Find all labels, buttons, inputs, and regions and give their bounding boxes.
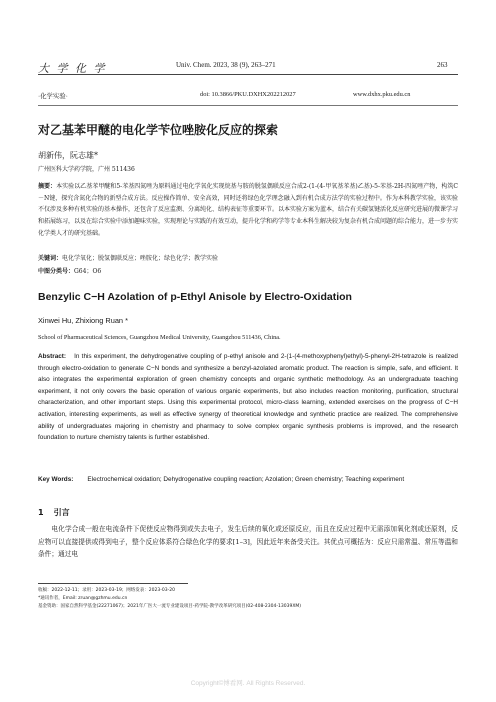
section-title: 引言 [53, 508, 70, 517]
affiliation-chinese: 广州医科大学药学院，广州 511436 [38, 166, 135, 173]
header-divider [38, 74, 458, 75]
section-heading [38, 507, 80, 518]
authors-english: Xinwei Hu, Zhixiong Ruan * [38, 316, 128, 325]
introduction-paragraph: 电化学合成一般在电流条件下促使反应物得到或失去电子，发生后续的氧化或还原反应，而且在反应过程中无需添加氧化剂或还原剂，反应物可以直接提供或得到电子，整个反应体系符合绿色化学的要求[1–3]，因此近年来备受关注。其优点可概括为：反应只需常温、常压等温和条件；通过电 [38, 525, 458, 558]
affiliation-english: School of Pharmaceutical Sciences, Guangzhou Medical University, Guangzhou 511436, China. [38, 334, 281, 341]
journal-website[interactable]: www.dxhx.pku.edu.cn [353, 91, 411, 98]
doi[interactable]: doi: 10.3866/PKU.DXHX202212027 [200, 91, 296, 98]
keywords-english [38, 475, 417, 486]
classification-label: 中图分类号： [38, 268, 75, 275]
keywords-chinese-label: 关键词： [38, 255, 63, 262]
page-number: 263 [437, 61, 448, 69]
footnote-funding: 基金资助：国家自然科学基金(22271067)；2021年广医大一流专业建设项目-药学院-教学改革研究项目(02-408-2304-13039XM) [38, 604, 302, 609]
keywords-chinese-text: 电化学氧化；脱氢偶联反应；唑胺化；绿色化学；教学实验 [62, 255, 219, 262]
abstract-chinese-label: 摘要： [38, 183, 57, 190]
footnote-received: 收稿：2022-12-11；录用：2023-03-19；网络发表：2023-03-20 [38, 588, 175, 593]
keywords-english-text: Electrochemical oxidation; Dehydrogenative coupling reaction; Azolation; Green chemistry; Teaching experiment [87, 476, 405, 483]
keywords-chinese [38, 253, 218, 262]
classification-text: G64；O6 [74, 268, 102, 275]
keywords-english-label: Key Words: [38, 476, 74, 483]
abstract-english [38, 351, 458, 444]
abstract-english-label: Abstract: [38, 353, 67, 360]
column-label: ·化学实验· [38, 93, 68, 100]
title-english: Benzylic C−H Azolation of p-Ethyl Anisole by Electro-Oxidation [38, 291, 352, 303]
footnote-divider [38, 583, 188, 584]
copyright-watermark: Copyright©博看网. All Rights Reserved. [190, 680, 306, 687]
authors-chinese: 胡新伟，阮志雄* [38, 151, 98, 160]
footnote-corresponding-author: *通讯作者，Email: zruan@gzhmu.edu.cn [38, 596, 128, 601]
abstract-english-text: In this experiment, the dehydrogenative coupling of p-ethyl anisole and 2-(1-(4-methoxyphenyl)ethyl)-5-phenyl-2H-tetrazole is realized through electro-oxidation to generate C−N bonds and synthesize a benzyl-azolated aromatic product. The reaction is simple, safe, and efficient. It also integrates the experimental exploration of green chemistry concepts and organic synthetic methodology. As an undergraduate teaching experiment, it not only covers the basic operation of various organic experiments, but also includes reaction monitoring, purification, structural characterization, and other important steps. Using this experimental protocol, micro-class learning, extended exercises on the progress of C−H activation, interesting experiments, as well as effective synergy of theoretical knowledge and synthetic practice are realized. The comprehensive ability of undergraduates majoring in chemistry and pharmacy to solve complex organic synthesis problems is improved, and the research foundation to nurture chemistry talents is further established. [38, 353, 458, 442]
abstract-chinese-text: 本实验以乙基苯甲醚和5-苯基四氮唑为原料通过电化学氧化实现烷基与胺的脱氢偶联反应合成2-(1-(4-甲氧基苯基)乙基)-5-苯基-2H-四氮唑产物，构筑C－N键，探究含氮化合物的新型合成方法。反应操作简单、安全高效，同时还将绿色化学理念融入到有机合成方法学的实验过程中。作为本科教学实验，该实验不仅涉及多种有机实验的基本操作，还包含了反应监测、分离纯化、结构表征等重要环节。以本实验方案为蓝本，结合有关碳氢键活化反应研究进展的微课学习和拓展练习，以及在综合实验中添加趣味实验，实现理论与实践的有效互动，提升化学和药学等专业本科生解决较为复杂有机合成问题的综合能力，进一步夯实化学类人才的研究基础。 [38, 183, 459, 237]
classification-chinese [38, 266, 101, 275]
journal-logo: 大 学 化 学 [38, 62, 107, 75]
meta-divider [38, 105, 458, 106]
journal-citation: Univ. Chem. 2023, 38 (9), 263–271 [176, 61, 276, 69]
title-chinese: 对乙基苯甲醚的电化学苄位唑胺化反应的探索 [38, 123, 279, 137]
abstract-chinese [38, 181, 458, 240]
section-number: 1 [38, 508, 44, 517]
